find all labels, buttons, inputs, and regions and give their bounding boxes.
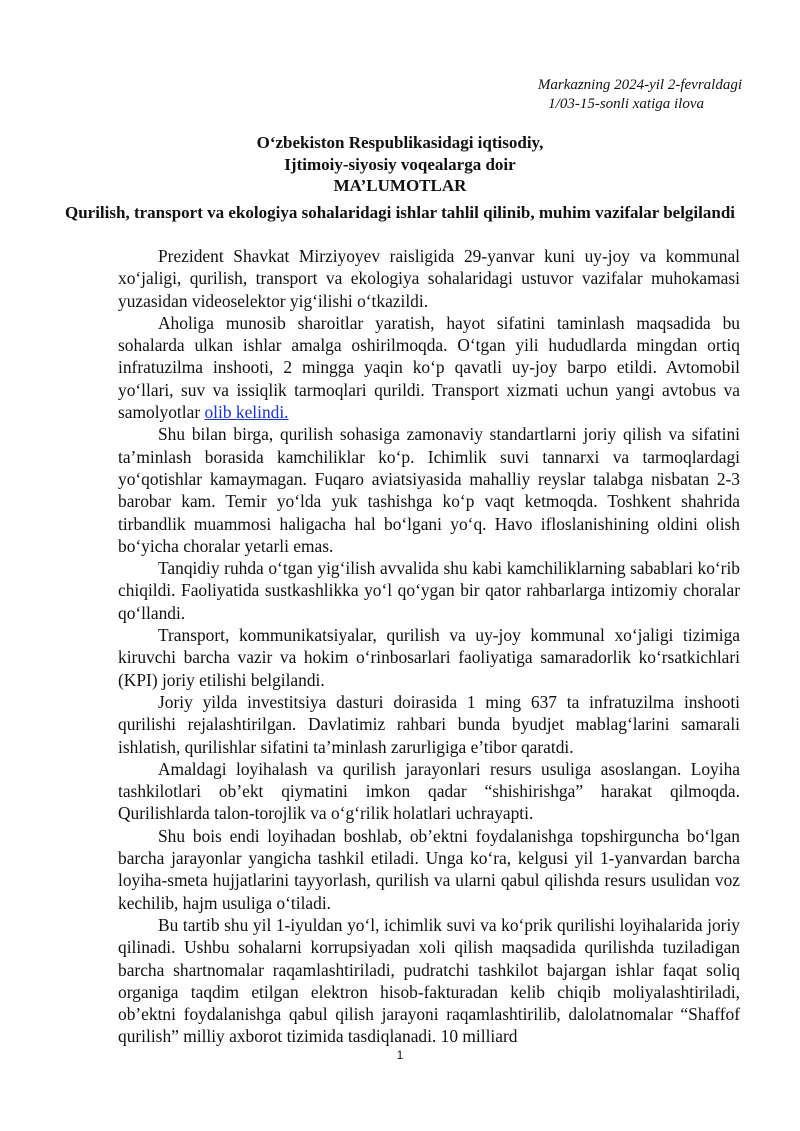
heading-line-2: Ijtimoiy-siyosiy voqealarga doir (284, 154, 516, 174)
paragraph-8: Shu bois endi loyihadan boshlab, ob’ektni foydalanishga topshirguncha bo‘lgan barcha jarayonlar yangicha tashkil etiladi. Unga ko‘ra, kelgusi yil 1-yanvardan barcha loyiha-smeta hujjatlarini tayyorlash, qurilish va ularni qabul qilishda resurs usulidan voz kechilib, hajm usuliga o‘tiladi. (118, 825, 740, 913)
heading-line-3: MA’LUMOTLAR (333, 176, 467, 195)
article-title: Qurilish, transport va ekologiya sohalaridagi ishlar tahlil qilinib, muhim vazifalar belgilandi (64, 203, 736, 222)
paragraph-3: Shu bilan birga, qurilish sohasiga zamonaviy standartlarni joriy qilish va sifatini ta’minlash borasida kamchiliklar ko‘p. Ichimlik suvi tannarxi va tarmoqlardagi yo‘qotishlar kamaymagan. Fuqaro aviatsiyasida mahalliy reyslar talabga nisbatan 2-3 barobar kam. Temir yo‘lda yuk tashishga ko‘p vaqt ketmoqda. Toshkent shahrida tirbandlik muammosi haligacha hal bo‘lgani yo‘q. Havo ifloslanishining oldini olish bo‘yicha choralar yetarli emas. (118, 424, 740, 556)
paragraph-4: Tanqidiy ruhda o‘tgan yig‘ilish avvalida shu kabi kamchiliklarning sabablari ko‘rib chiqildi. Faoliyatida sustkashlikka yo‘l qo‘ygan bir qator rahbarlarga intizomiy choralar qo‘llandi. (118, 558, 740, 623)
paragraph-2-text: Aholiga munosib sharoitlar yaratish, hayot sifatini taminlash maqsadida bu sohalarda ulkan ishlar amalga oshirilmoqda. O‘tgan yili hududlarda mingdan ortiq infratuzilma inshooti, 2 mingga yaqin ko‘p qavatli uy-joy barpo etildi. Avtomobil yo‘llari, suv va issiqlik tarmoqlari qurildi. Transport xizmati uchun yangi avtobus va samolyotlar (118, 312, 740, 423)
document-heading (60, 132, 740, 197)
paragraph-6: Joriy yilda investitsiya dasturi doirasida 1 ming 637 ta infratuzilma inshooti qurilishi rejalashtirilgan. Davlatimiz rahbari bunda byudjet mablag‘larini samarali ishlatish, qurilishlar sifatini ta’minlash zarurligiga e’tibor qaratdi. (118, 691, 740, 757)
attachment-note (412, 76, 742, 114)
paragraph-5: Transport, kommunikatsiyalar, qurilish va uy-joy kommunal xo‘jaligi tizimiga kiruvchi barcha vazir va hokim o‘rinbosarlari faoliyatiga samaradorlik ko‘rsatkichlari (KPI) joriy etilishi belgilandi. (118, 625, 740, 690)
attachment-note-line-1: Markazning 2024-yil 2-fevraldagi (537, 77, 742, 93)
page-number: 1 (396, 1048, 404, 1062)
attachment-note-line-2: 1/03-15-sonli xatiga ilova (548, 96, 704, 112)
paragraph-1: Prezident Shavkat Mirziyoyev raisligida 29-yanvar kuni uy-joy va kommunal xo‘jaligi, qurilish, transport va ekologiya sohalaridagi ustuvor vazifalar muhokamasi yuzasidan videoselektor yig‘ilishi o‘tkazildi. (118, 246, 740, 311)
paragraph-9: Bu tartib shu yil 1-iyuldan yo‘l, ichimlik suvi va ko‘prik qurilishi loyihalarida joriy qilinadi. Ushbu sohalarni korrupsiyadan xoli qilish maqsadida qurilishda tuziladigan barcha shartnomalar raqamlashtiriladi, pudratchi tashkilot bajargan ishlar faqat soliq organiga taqdim etilgan elektron hisob-fakturadan kelib chiqib moliyalashtiriladi, ob’ektni foydalanishga qabul qilish jarayoni raqamlashtirilib, dalolatnomalar “Shaffof qurilish” milliy axborot tizimida tasdiqlanadi. 10 milliard (118, 914, 740, 1047)
paragraph-7: Amaldagi loyihalash va qurilish jarayonlari resurs usuliga asoslangan. Loyiha tashkilotlari ob’ekt qiymatini imkon qadar “shishirishga” harakat qilmoqda. Qurilishlarda talon-torojlik va o‘g‘rilik holatlari uchrayapti. (118, 758, 740, 824)
heading-line-1: O‘zbekiston Respublikasidagi iqtisodiy, (256, 133, 544, 152)
paragraph-2 (118, 312, 740, 423)
article-body (118, 245, 740, 1048)
olib-kelindi-link[interactable]: olib kelindi. (204, 402, 289, 423)
